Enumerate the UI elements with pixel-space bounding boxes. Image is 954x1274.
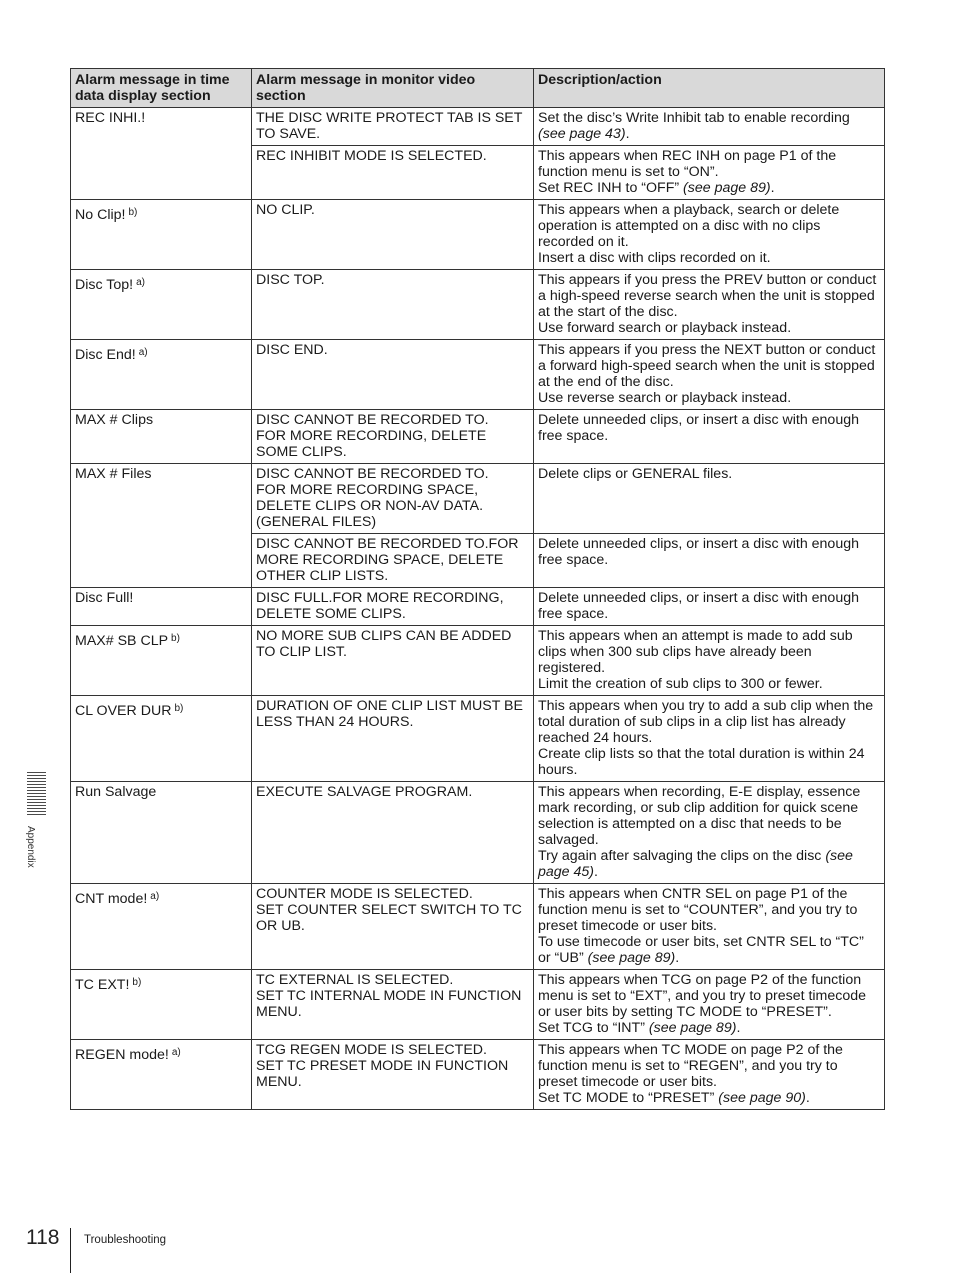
alarm-message [75,972,247,993]
alarm-message-text: CNT mode! [75,891,148,907]
description-line [538,250,880,266]
alarm-time-data-cell [71,1040,252,1110]
monitor-message-line: SET TC INTERNAL MODE IN FUNCTION [256,988,522,1004]
description-text: preset timecode or user bits. [538,918,717,934]
description-text: or user bits by setting TC MODE to “PRESET”. [538,1004,832,1020]
description-line [538,272,880,288]
description-text: a forward high-speed search when the unit is stopped [538,358,875,374]
page-number: 118 [26,1226,60,1249]
description-line [538,358,880,374]
monitor-message-cell [252,108,534,146]
alarm-message-text: REGEN mode! [75,1047,169,1063]
monitor-message-line: LESS THAN 24 HOURS. [256,714,414,730]
monitor-message-line: FOR MORE RECORDING SPACE, [256,482,479,498]
description-line [538,320,880,336]
description-text: total duration of sub clips in a clip list has already [538,714,846,730]
footnote-marker: a) [138,347,148,358]
description-text: Insert a disc with clips recorded on it. [538,250,771,266]
monitor-message-line: SET TC PRESET MODE IN FUNCTION [256,1058,509,1074]
monitor-message-cell [252,464,534,534]
alarm-message [75,1042,247,1063]
alarm-message [75,784,156,800]
monitor-message-line: DELETE CLIPS OR NON-AV DATA. [256,498,484,514]
description-line [538,886,880,902]
monitor-message-line: NO CLIP. [256,202,315,218]
alarm-message [75,590,133,606]
description-line [538,342,880,358]
table-row [71,410,885,464]
description-line [538,848,880,864]
monitor-message-line: REC INHIBIT MODE IS SELECTED. [256,148,487,164]
alarm-message-text: Disc Full! [75,590,134,606]
description-text: at the end of the disc. [538,374,674,390]
monitor-message-line: OTHER CLIP LISTS. [256,568,389,584]
monitor-message-line: DISC END. [256,342,328,358]
description-text: Set TCG to “INT” [538,1020,649,1036]
alarm-message [75,342,247,363]
description-text: salvaged. [538,832,599,848]
alarm-message-text: TC EXT! [75,977,130,993]
monitor-message-cell [252,200,534,270]
description-text: free space. [538,552,609,568]
description-line [538,1042,880,1058]
description-text: To use timecode or user bits, set CNTR SEL to “TC” [538,934,864,950]
monitor-message-line: DISC CANNOT BE RECORDED TO. [256,412,489,428]
alarm-message [75,466,151,482]
monitor-message-line: EXECUTE SALVAGE PROGRAM. [256,784,473,800]
description-cell [534,534,885,588]
side-section-label: Appendix [25,826,36,868]
alarm-message-text: CL OVER DUR [75,703,172,719]
description-line [538,676,880,692]
description-text: This appears when TC MODE on page P2 of the [538,1042,843,1058]
header-time-data-alarm [71,69,252,108]
page-reference: (see page 89) [683,180,771,196]
description-line [538,1074,880,1090]
footnote-marker: b) [128,207,138,218]
monitor-message-line: DURATION OF ONE CLIP LIST MUST BE [256,698,523,714]
monitor-message-line: TO CLIP LIST. [256,644,347,660]
description-text: selection is attempted on a disc that needs to be [538,816,842,832]
table-row [71,200,885,270]
description-line [538,164,880,180]
description-text: Use reverse search or playback instead. [538,390,792,406]
footnote-marker: b) [171,633,180,644]
description-cell [534,884,885,970]
alarm-message [75,272,247,293]
description-text: a high-speed reverse search when the unit is stopped [538,288,875,304]
description-text: Create clip lists so that the total duration is within 24 [538,746,865,762]
description-line [538,1058,880,1074]
description-line [538,698,880,714]
description-line [538,288,880,304]
description-text: This appears when CNTR SEL on page P1 of the [538,886,848,902]
description-line [538,918,880,934]
description-line [538,536,880,552]
description-text: This appears when a playback, search or delete [538,202,840,218]
description-text: Delete unneeded clips, or insert a disc with enough [538,412,859,428]
description-line [538,148,880,164]
description-text: . [675,950,680,966]
alarm-message-text: MAX # Files [75,466,152,482]
description-text: free space. [538,606,609,622]
description-cell [534,782,885,884]
monitor-message-line: DISC CANNOT BE RECORDED TO. [256,466,489,482]
description-line [538,374,880,390]
description-text: function menu is set to “ON”. [538,164,719,180]
description-line [538,234,880,250]
footer-divider [70,1228,71,1273]
alarm-message-text: No Clip! [75,207,126,223]
footnote-marker: a) [136,277,145,288]
monitor-message-line: DISC TOP. [256,272,325,288]
description-line [538,390,880,406]
page-reference: (see page 89) [587,950,676,966]
monitor-message-line: THE DISC WRITE PROTECT TAB IS SET [256,110,523,126]
header-line: Description/action [538,72,662,88]
description-cell [534,146,885,200]
alarm-time-data-cell [71,626,252,696]
description-line [538,714,880,730]
page-reference: (see [825,848,853,864]
monitor-message-cell [252,340,534,410]
description-line [538,1020,880,1036]
alarm-time-data-cell [71,410,252,464]
monitor-message-line: DISC CANNOT BE RECORDED TO.FOR [256,536,519,552]
alarm-time-data-cell [71,970,252,1040]
alarm-message [75,628,247,649]
description-cell [534,200,885,270]
table-row [71,464,885,534]
page-reference: (see page 90) [718,1090,806,1106]
description-cell [534,626,885,696]
monitor-message-line: TO SAVE. [256,126,321,142]
table-row [71,108,885,146]
description-text: . [805,1090,810,1106]
alarm-time-data-cell [71,270,252,340]
header-line: section [256,88,306,104]
alarm-message-table [70,68,885,1110]
description-text: clips when 300 sub clips have already been [538,644,812,660]
description-cell [534,588,885,626]
alarm-time-data-cell [71,340,252,410]
monitor-message-cell [252,410,534,464]
description-text: This appears when REC INH on page P1 of the [538,148,837,164]
monitor-message-line: COUNTER MODE IS SELECTED. [256,886,473,902]
page-reference: (see page 89) [648,1020,737,1036]
alarm-message [75,110,145,126]
description-cell [534,970,885,1040]
description-line [538,412,880,428]
description-line [538,606,880,622]
description-text: Set REC INH to “OFF” [538,180,684,196]
description-line [538,784,880,800]
monitor-message-line: MENU. [256,1074,302,1090]
description-cell [534,340,885,410]
description-line [538,730,880,746]
description-cell [534,464,885,534]
description-text: Set TC MODE to “PRESET” [538,1090,719,1106]
alarm-message-text: Disc Top! [75,277,134,293]
alarm-time-data-cell [71,696,252,782]
monitor-message-cell [252,782,534,884]
description-text: function menu is set to “REGEN”, and you try to [538,1058,838,1074]
table-row [71,970,885,1040]
description-text: Limit the creation of sub clips to 300 or fewer. [538,676,823,692]
description-line [538,304,880,320]
description-text: free space. [538,428,609,444]
description-text: registered. [538,660,606,676]
monitor-message-cell [252,588,534,626]
description-line [538,762,880,778]
monitor-message-line: TCG REGEN MODE IS SELECTED. [256,1042,487,1058]
description-text: function menu is set to “COUNTER”, and you try to [538,902,858,918]
description-text: This appears if you press the PREV button or conduct [538,272,877,288]
table-row [71,1040,885,1110]
description-cell [534,270,885,340]
page-reference: (see page 43) [538,126,626,142]
description-line [538,746,880,762]
table-row [71,270,885,340]
description-line [538,950,880,966]
monitor-message-cell [252,270,534,340]
description-text: This appears when TCG on page P2 of the function [538,972,862,988]
monitor-message-line: DELETE SOME CLIPS. [256,606,406,622]
description-line [538,902,880,918]
description-text: recorded on it. [538,234,629,250]
table-row [71,626,885,696]
monitor-message-line: NO MORE SUB CLIPS CAN BE ADDED [256,628,512,644]
description-text: hours. [538,762,578,778]
description-line [538,110,880,126]
alarm-time-data-cell [71,464,252,588]
page-reference: page 45) [538,864,595,880]
description-line [538,126,880,142]
table-row [71,340,885,410]
alarm-message [75,698,247,719]
description-line [538,590,880,606]
description-text: mark recording, or sub clip addition for quick scene [538,800,859,816]
header-description-action [534,69,885,108]
monitor-message-line: (GENERAL FILES) [256,514,377,530]
description-text: . [770,180,775,196]
description-line [538,202,880,218]
description-text: operation is attempted on a disc with no clips [538,218,821,234]
description-line [538,934,880,950]
description-text: reached 24 hours. [538,730,653,746]
table-row [71,696,885,782]
description-line [538,1090,880,1106]
description-text: . [736,1020,741,1036]
monitor-message-cell [252,696,534,782]
alarm-time-data-cell [71,200,252,270]
monitor-message-line: TC EXTERNAL IS SELECTED. [256,972,454,988]
alarm-time-data-cell [71,588,252,626]
description-text: Set the disc’s Write Inhibit tab to enable recording [538,110,850,126]
description-line [538,466,880,482]
description-line [538,832,880,848]
alarm-time-data-cell [71,108,252,200]
description-line [538,988,880,1004]
description-text: Try again after salvaging the clips on the disc [538,848,826,864]
header-line: Alarm message in monitor video [256,72,476,88]
monitor-message-cell [252,970,534,1040]
alarm-message [75,412,153,428]
alarm-message [75,202,247,223]
description-cell [534,108,885,146]
header-line: Alarm message in time [75,72,230,88]
description-text: This appears when an attempt is made to add sub [538,628,853,644]
description-line [538,816,880,832]
table-body [71,108,885,1110]
description-line [538,800,880,816]
description-line [538,180,880,196]
table-row [71,588,885,626]
monitor-message-line: DISC FULL.FOR MORE RECORDING, [256,590,504,606]
alarm-message-text: Run Salvage [75,784,157,800]
description-text: . [625,126,630,142]
appendix-tab-marker [27,772,46,816]
description-text: Delete clips or GENERAL files. [538,466,733,482]
description-text: menu is set to “EXT”, and you try to preset timecode [538,988,867,1004]
description-text: at the start of the disc. [538,304,678,320]
footnote-marker: b) [174,703,184,714]
monitor-message-cell [252,534,534,588]
footnote-marker: b) [132,977,142,988]
footnote-marker: a) [150,891,160,902]
table-header-row [71,69,885,108]
monitor-message-line: MORE RECORDING SPACE, DELETE [256,552,504,568]
description-line [538,552,880,568]
description-text: Delete unneeded clips, or insert a disc with enough [538,536,859,552]
monitor-message-cell [252,1040,534,1110]
description-line [538,660,880,676]
description-text: . [594,864,598,880]
monitor-message-cell [252,884,534,970]
footnote-marker: a) [171,1047,181,1058]
alarm-time-data-cell [71,782,252,884]
description-line [538,972,880,988]
header-monitor-video-alarm [252,69,534,108]
description-text: This appears when you try to add a sub clip when the [538,698,874,714]
description-text: preset timecode or user bits. [538,1074,717,1090]
description-line [538,628,880,644]
description-text: Use forward search or playback instead. [538,320,792,336]
description-line [538,218,880,234]
description-text: or “UB” [538,950,588,966]
description-line [538,1004,880,1020]
footer-section-title: Troubleshooting [84,1234,167,1246]
description-text: Delete unneeded clips, or insert a disc with enough [538,590,859,606]
table-row [71,884,885,970]
description-text: This appears when recording, E-E display, essence [538,784,861,800]
monitor-message-line: SET COUNTER SELECT SWITCH TO TC [256,902,522,918]
header-line: data display section [75,88,211,104]
description-cell [534,696,885,782]
description-line [538,864,880,880]
table-row [71,782,885,884]
monitor-message-cell [252,146,534,200]
alarm-message-text: MAX# SB CLP [75,633,169,649]
description-line [538,428,880,444]
alarm-message-text: Disc End! [75,347,136,363]
alarm-message [75,886,247,907]
description-text: This appears if you press the NEXT button or conduct [538,342,876,358]
monitor-message-line: OR UB. [256,918,305,934]
alarm-time-data-cell [71,884,252,970]
monitor-message-line: FOR MORE RECORDING, DELETE [256,428,487,444]
alarm-message-text: MAX # Clips [75,412,154,428]
description-cell [534,1040,885,1110]
monitor-message-line: SOME CLIPS. [256,444,347,460]
monitor-message-cell [252,626,534,696]
alarm-message-text: REC INHI.! [75,110,146,126]
description-line [538,644,880,660]
monitor-message-line: MENU. [256,1004,302,1020]
description-cell [534,410,885,464]
